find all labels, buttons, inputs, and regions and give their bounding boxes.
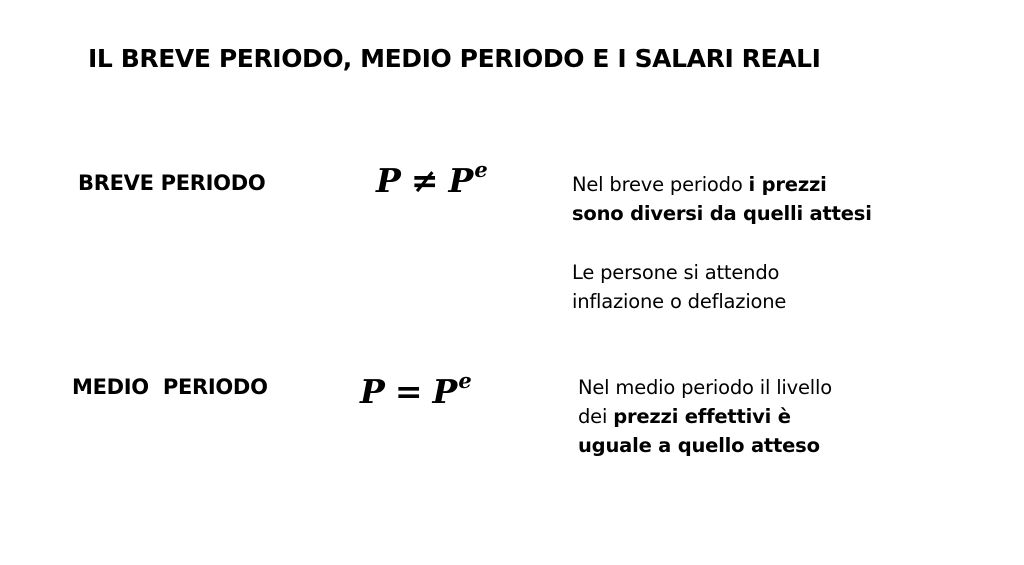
medium-run-desc-text: dei — [578, 405, 614, 428]
medium-run-desc-line-1: Nel medio periodo il livello — [578, 376, 832, 399]
short-run-desc-line-2 — [572, 199, 872, 228]
formula-price: P — [376, 161, 401, 200]
formula-expected-price: P — [432, 372, 458, 411]
medium-run-desc-emphasis: prezzi effettivi è — [613, 405, 791, 428]
formula-expected-superscript: e — [474, 157, 488, 182]
equal-operator: = — [394, 372, 423, 411]
medium-run-formula — [360, 368, 472, 411]
formula-expected-superscript: e — [458, 368, 472, 393]
medium-run-description — [578, 373, 832, 460]
short-run-description — [572, 170, 872, 228]
slide-title: IL BREVE PERIODO, MEDIO PERIODO E I SALARI REALI — [88, 44, 821, 73]
medium-run-desc-emphasis-2: uguale a quello atteso — [578, 434, 820, 457]
short-run-note — [572, 258, 786, 316]
formula-expected-price: P — [448, 161, 474, 200]
not-equal-operator: ≠ — [410, 161, 439, 200]
short-run-note-line-2: inflazione o deflazione — [572, 290, 787, 313]
short-run-desc-line-1 — [572, 170, 872, 199]
short-run-desc-emphasis-2: sono diversi da quelli attesi — [572, 202, 872, 225]
medium-run-desc-line-2 — [578, 402, 832, 431]
short-run-desc-text: Nel breve periodo — [572, 173, 749, 196]
medium-run-desc-line-3 — [578, 431, 832, 460]
medium-run-label: MEDIO PERIODO — [72, 375, 268, 399]
formula-price: P — [360, 372, 385, 411]
short-run-label: BREVE PERIODO — [78, 171, 266, 195]
short-run-formula — [376, 157, 488, 200]
short-run-note-line-1: Le persone si attendo — [572, 261, 780, 284]
short-run-desc-emphasis: i prezzi — [748, 173, 827, 196]
